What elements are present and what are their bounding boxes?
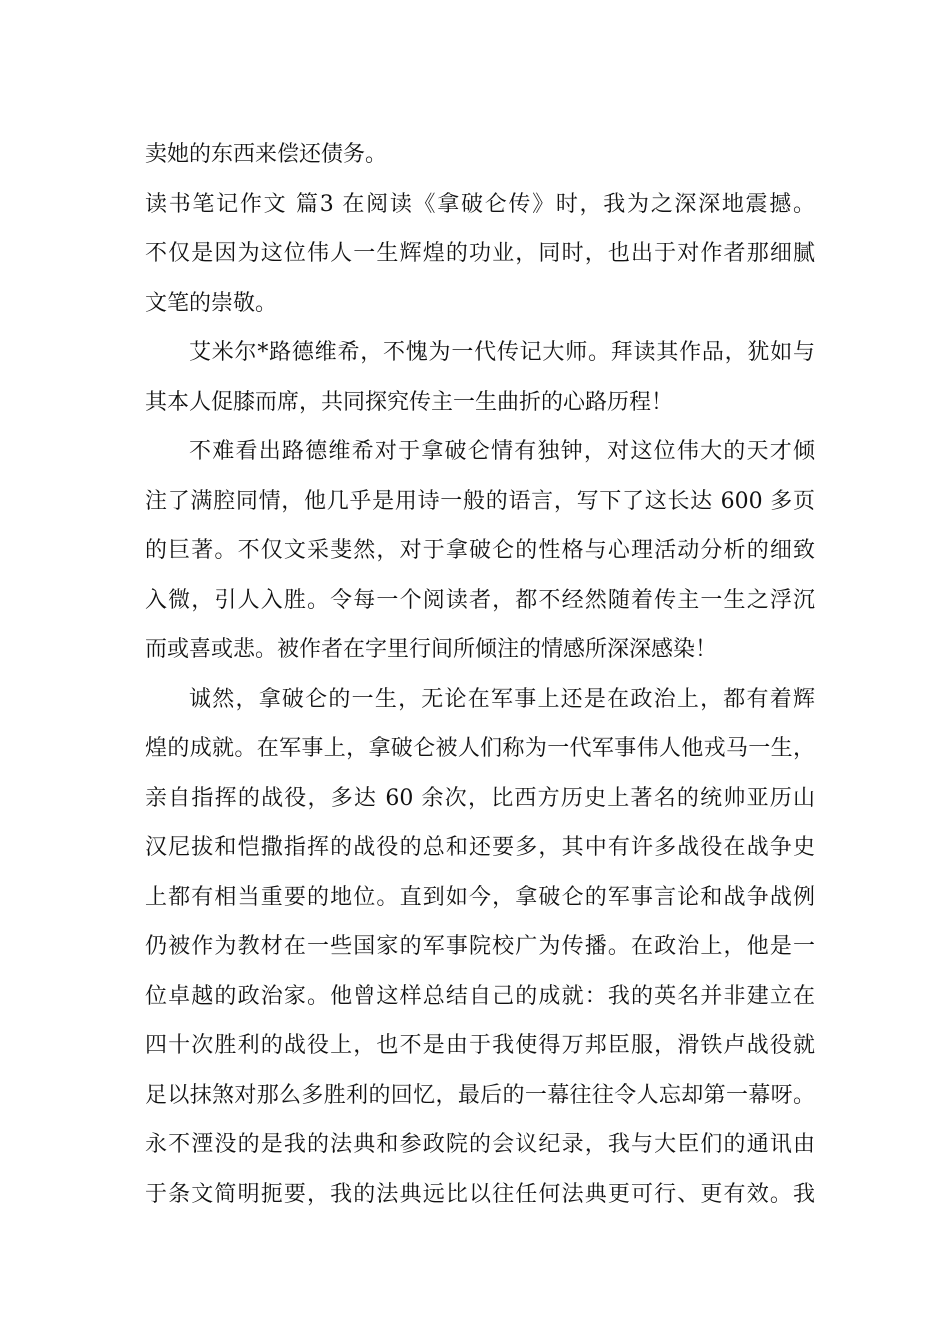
text-line: 位卓越的政治家。他曾这样总结自己的成就：我的英名并非建立在 bbox=[145, 983, 815, 1009]
text-line: 四十次胜利的战役上，也不是由于我使得万邦臣服，滑铁卢战役就 bbox=[145, 1033, 815, 1058]
document-body bbox=[145, 130, 815, 1219]
text-line: 不仅是因为这位伟人一生辉煌的功业，同时，也出于对作者那细腻 bbox=[145, 241, 815, 266]
text-line: 文笔的崇敬。 bbox=[145, 290, 278, 316]
text-line: 入微，引人入胜。令每一个阅读者，都不经然随着传主一生之浮沉 bbox=[145, 587, 815, 613]
text-line: 不难看出路德维希对于拿破仑情有独钟，对这位伟大的天才倾 bbox=[189, 439, 815, 464]
text-line: 足以抹煞对那么多胜利的回忆，最后的一幕往往令人忘却第一幕呀。 bbox=[145, 1082, 815, 1108]
text-line: 卖她的东西来偿还债务。 bbox=[145, 142, 388, 167]
text-line: 亲自指挥的战役，多达 60 余次，比西方历史上著名的统帅亚历山 bbox=[145, 785, 815, 811]
text-line: 永不湮没的是我的法典和参政院的会议纪录，我与大臣们的通讯由 bbox=[145, 1132, 815, 1157]
text-line: 注了满腔同情，他几乎是用诗一般的语言，写下了这长达 600 多页 bbox=[145, 488, 815, 514]
text-line: 汉尼拔和恺撒指挥的战役的总和还要多，其中有许多战役在战争史 bbox=[145, 835, 815, 860]
text-line: 于条文简明扼要，我的法典远比以往任何法典更可行、更有效。我 bbox=[145, 1181, 815, 1207]
text-line: 艾米尔*路德维希，不愧为一代传记大师。拜读其作品，犹如与 bbox=[189, 340, 815, 365]
text-line: 其本人促膝而席，共同探究传主一生曲折的心路历程！ bbox=[145, 389, 674, 415]
text-line: 的巨著。不仅文采斐然，对于拿破仑的性格与心理活动分析的细致 bbox=[145, 538, 815, 563]
text-line: 上都有相当重要的地位。直到如今，拿破仑的军事言论和战争战例 bbox=[145, 884, 815, 910]
text-line: 而或喜或悲。被作者在字里行间所倾注的情感所深深感染！ bbox=[145, 637, 718, 662]
text-line: 煌的成就。在军事上，拿破仑被人们称为一代军事伟人他戎马一生， bbox=[145, 736, 815, 761]
text-line: 读书笔记作文 篇3 在阅读《拿破仑传》时，我为之深深地震撼。 bbox=[145, 191, 815, 217]
text-line: 仍被作为教材在一些国家的军事院校广为传播。在政治上，他是一 bbox=[145, 934, 815, 959]
text-line: 诚然，拿破仑的一生，无论在军事上还是在政治上，都有着辉 bbox=[189, 686, 815, 712]
